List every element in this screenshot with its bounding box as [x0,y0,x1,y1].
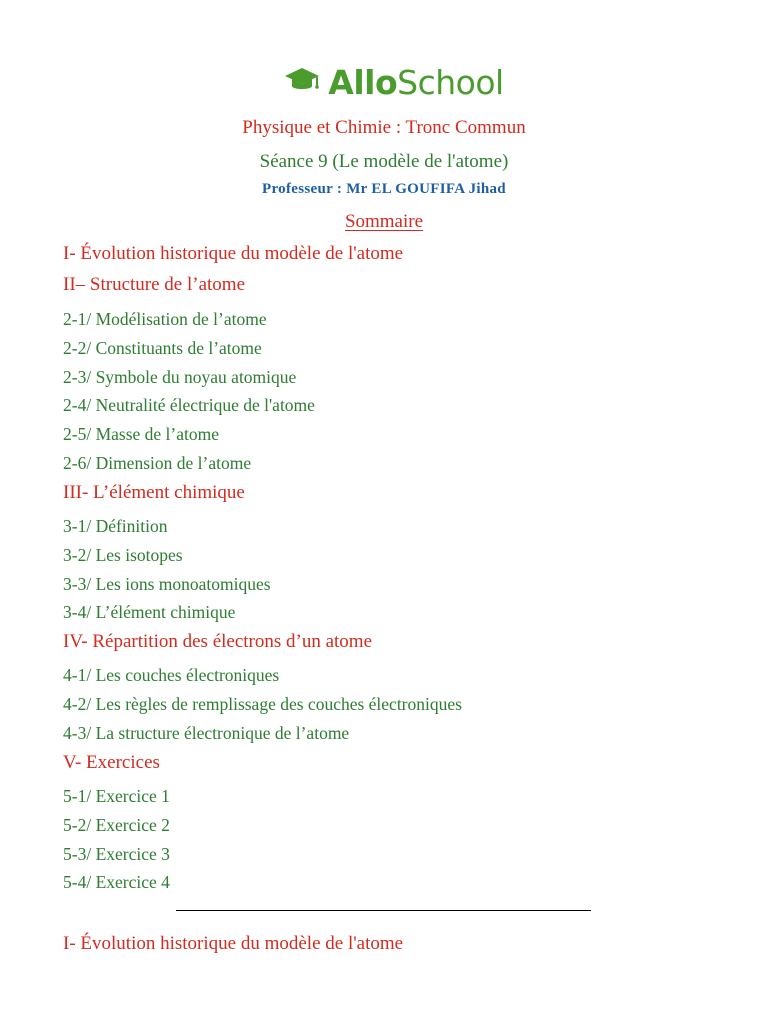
toc-item[interactable]: 5-1/ Exercice 1 [63,786,170,806]
logo-wordmark-normal: School [397,63,504,102]
toc-section-1[interactable]: I- Évolution historique du modèle de l'atome [63,243,404,264]
toc-section-5[interactable]: V- Exercices [63,752,160,773]
course-subject: Physique et Chimie : Tronc Commun [242,117,526,138]
alloschool-logo[interactable] [0,63,768,102]
toc-item[interactable]: 5-4/ Exercice 4 [63,872,170,892]
toc-section-2[interactable]: II– Structure de l’atome [63,274,246,295]
toc-item[interactable]: 3-4/ L’élément chimique [63,602,236,622]
toc-item[interactable]: 4-3/ La structure électronique de l’atome [63,723,350,743]
toc-item[interactable]: 4-1/ Les couches électroniques [63,665,280,685]
professor-name: Professeur : Mr EL GOUFIFA Jihad [262,181,506,197]
toc-item[interactable]: 5-3/ Exercice 3 [63,844,170,864]
logo-wordmark-bold: Allo [328,63,398,102]
toc-item[interactable]: 5-2/ Exercice 2 [63,815,170,835]
toc-item[interactable]: 2-2/ Constituants de l’atome [63,338,262,358]
session-title: Séance 9 (Le modèle de l'atome) [259,151,509,172]
toc-item[interactable]: 3-2/ Les isotopes [63,545,183,565]
toc-item[interactable]: 4-2/ Les règles de remplissage des couches électroniques [63,694,462,714]
toc-item[interactable]: 3-1/ Définition [63,516,168,536]
summary-heading-text: Sommaire [344,211,424,232]
toc-section-3[interactable]: III- L’élément chimique [63,482,245,503]
toc-item[interactable]: 2-6/ Dimension de l’atome [63,453,252,473]
logo-wordmark [328,63,504,102]
toc-item[interactable]: 2-4/ Neutralité électrique de l'atome [63,395,315,415]
section-heading: I- Évolution historique du modèle de l'atome [63,933,404,954]
toc-item[interactable]: 2-1/ Modélisation de l’atome [63,309,267,329]
graduation-cap-icon [284,66,320,99]
toc-item[interactable]: 2-3/ Symbole du noyau atomique [63,367,297,387]
section-divider [176,910,591,911]
toc-item[interactable]: 3-3/ Les ions monoatomiques [63,574,271,594]
toc-section-4[interactable]: IV- Répartition des électrons d’un atome [63,631,373,652]
summary-heading [0,211,768,233]
toc-item[interactable]: 2-5/ Masse de l’atome [63,424,219,444]
